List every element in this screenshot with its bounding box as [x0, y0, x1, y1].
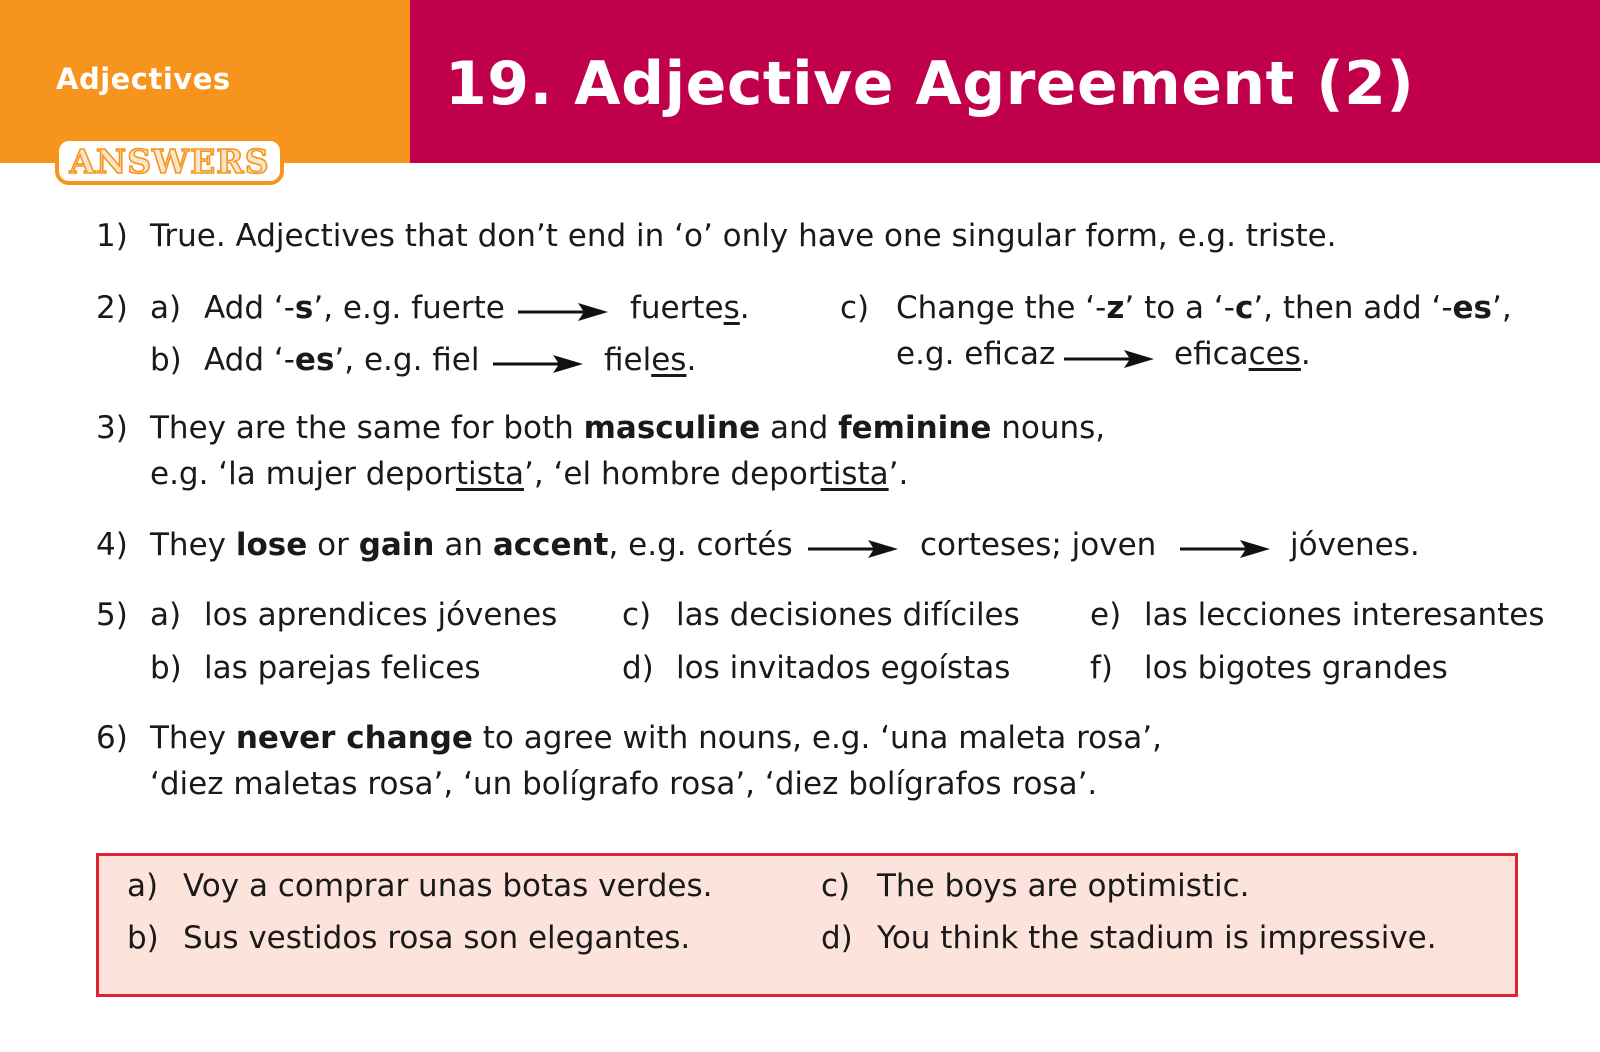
- q4-number: 4): [96, 527, 128, 563]
- q2b-letter: b): [150, 342, 182, 378]
- q3-example: e.g. ‘la mujer deportista’, ‘el hombre deportista’.: [150, 456, 909, 492]
- answers-badge: [55, 137, 284, 185]
- q5b-letter: b): [150, 650, 182, 686]
- q5c-letter: c): [622, 597, 652, 633]
- box-d-text: You think the stadium is impressive.: [877, 920, 1437, 956]
- box-c-letter: c): [821, 868, 851, 904]
- q5d-text: los invitados egoístas: [676, 650, 1011, 686]
- box-c-text: The boys are optimistic.: [877, 868, 1250, 904]
- q2-number: 2): [96, 290, 128, 326]
- q1-text: True. Adjectives that don’t end in ‘o’ only have one singular form, e.g. triste.: [150, 218, 1337, 254]
- arrow-icon: [808, 539, 898, 559]
- box-a-text: Voy a comprar unas botas verdes.: [183, 868, 713, 904]
- answers-badge-label: ANSWERS: [69, 141, 270, 181]
- page-title: 19. Adjective Agreement (2): [445, 49, 1415, 119]
- q5a-text: los aprendices jóvenes: [204, 597, 558, 633]
- q5d-letter: d): [622, 650, 654, 686]
- q2a-text: Add ‘-s’, e.g. fuerte: [204, 290, 505, 326]
- q5e-text: las lecciones interesantes: [1144, 597, 1545, 633]
- q4-text: They lose or gain an accent, e.g. cortés: [150, 527, 793, 563]
- q5b-text: las parejas felices: [204, 650, 481, 686]
- q5f-letter: f): [1090, 650, 1114, 686]
- arrow-icon: [1180, 539, 1270, 559]
- box-d-letter: d): [821, 920, 853, 956]
- arrow-icon: [493, 354, 583, 374]
- q2b-text: Add ‘-es’, e.g. fiel: [204, 342, 480, 378]
- arrow-icon: [1064, 349, 1154, 369]
- q2a-letter: a): [150, 290, 182, 326]
- box-b-letter: b): [127, 920, 159, 956]
- q5f-text: los bigotes grandes: [1144, 650, 1448, 686]
- q6-number: 6): [96, 720, 128, 756]
- box-b-text: Sus vestidos rosa son elegantes.: [183, 920, 691, 956]
- q6-text: They never change to agree with nouns, e.g. ‘una maleta rosa’,: [150, 720, 1162, 756]
- q2c-result: eficaces.: [1174, 336, 1311, 372]
- q2c-letter: c): [840, 290, 870, 326]
- q2c-example: e.g. eficaz: [896, 336, 1056, 372]
- q2a-result: fuertes.: [630, 290, 750, 326]
- q2c-text: Change the ‘-z’ to a ‘-c’, then add ‘-es’,: [896, 290, 1512, 326]
- q5a-letter: a): [150, 597, 182, 633]
- q5c-text: las decisiones difíciles: [676, 597, 1020, 633]
- q4-result-1: corteses; joven: [920, 527, 1157, 563]
- q5e-letter: e): [1090, 597, 1122, 633]
- translation-box: [96, 853, 1518, 997]
- q3-number: 3): [96, 410, 128, 446]
- q2b-result: fieles.: [604, 342, 697, 378]
- q6-example: ‘diez maletas rosa’, ‘un bolígrafo rosa’, ‘diez bolígrafos rosa’.: [150, 766, 1098, 802]
- q3-text: They are the same for both masculine and feminine nouns,: [150, 410, 1106, 446]
- q4-result-2: jóvenes.: [1290, 527, 1420, 563]
- q5-number: 5): [96, 597, 128, 633]
- section-label: Adjectives: [56, 62, 231, 96]
- box-a-letter: a): [127, 868, 159, 904]
- arrow-icon: [518, 302, 608, 322]
- q1-number: 1): [96, 218, 128, 254]
